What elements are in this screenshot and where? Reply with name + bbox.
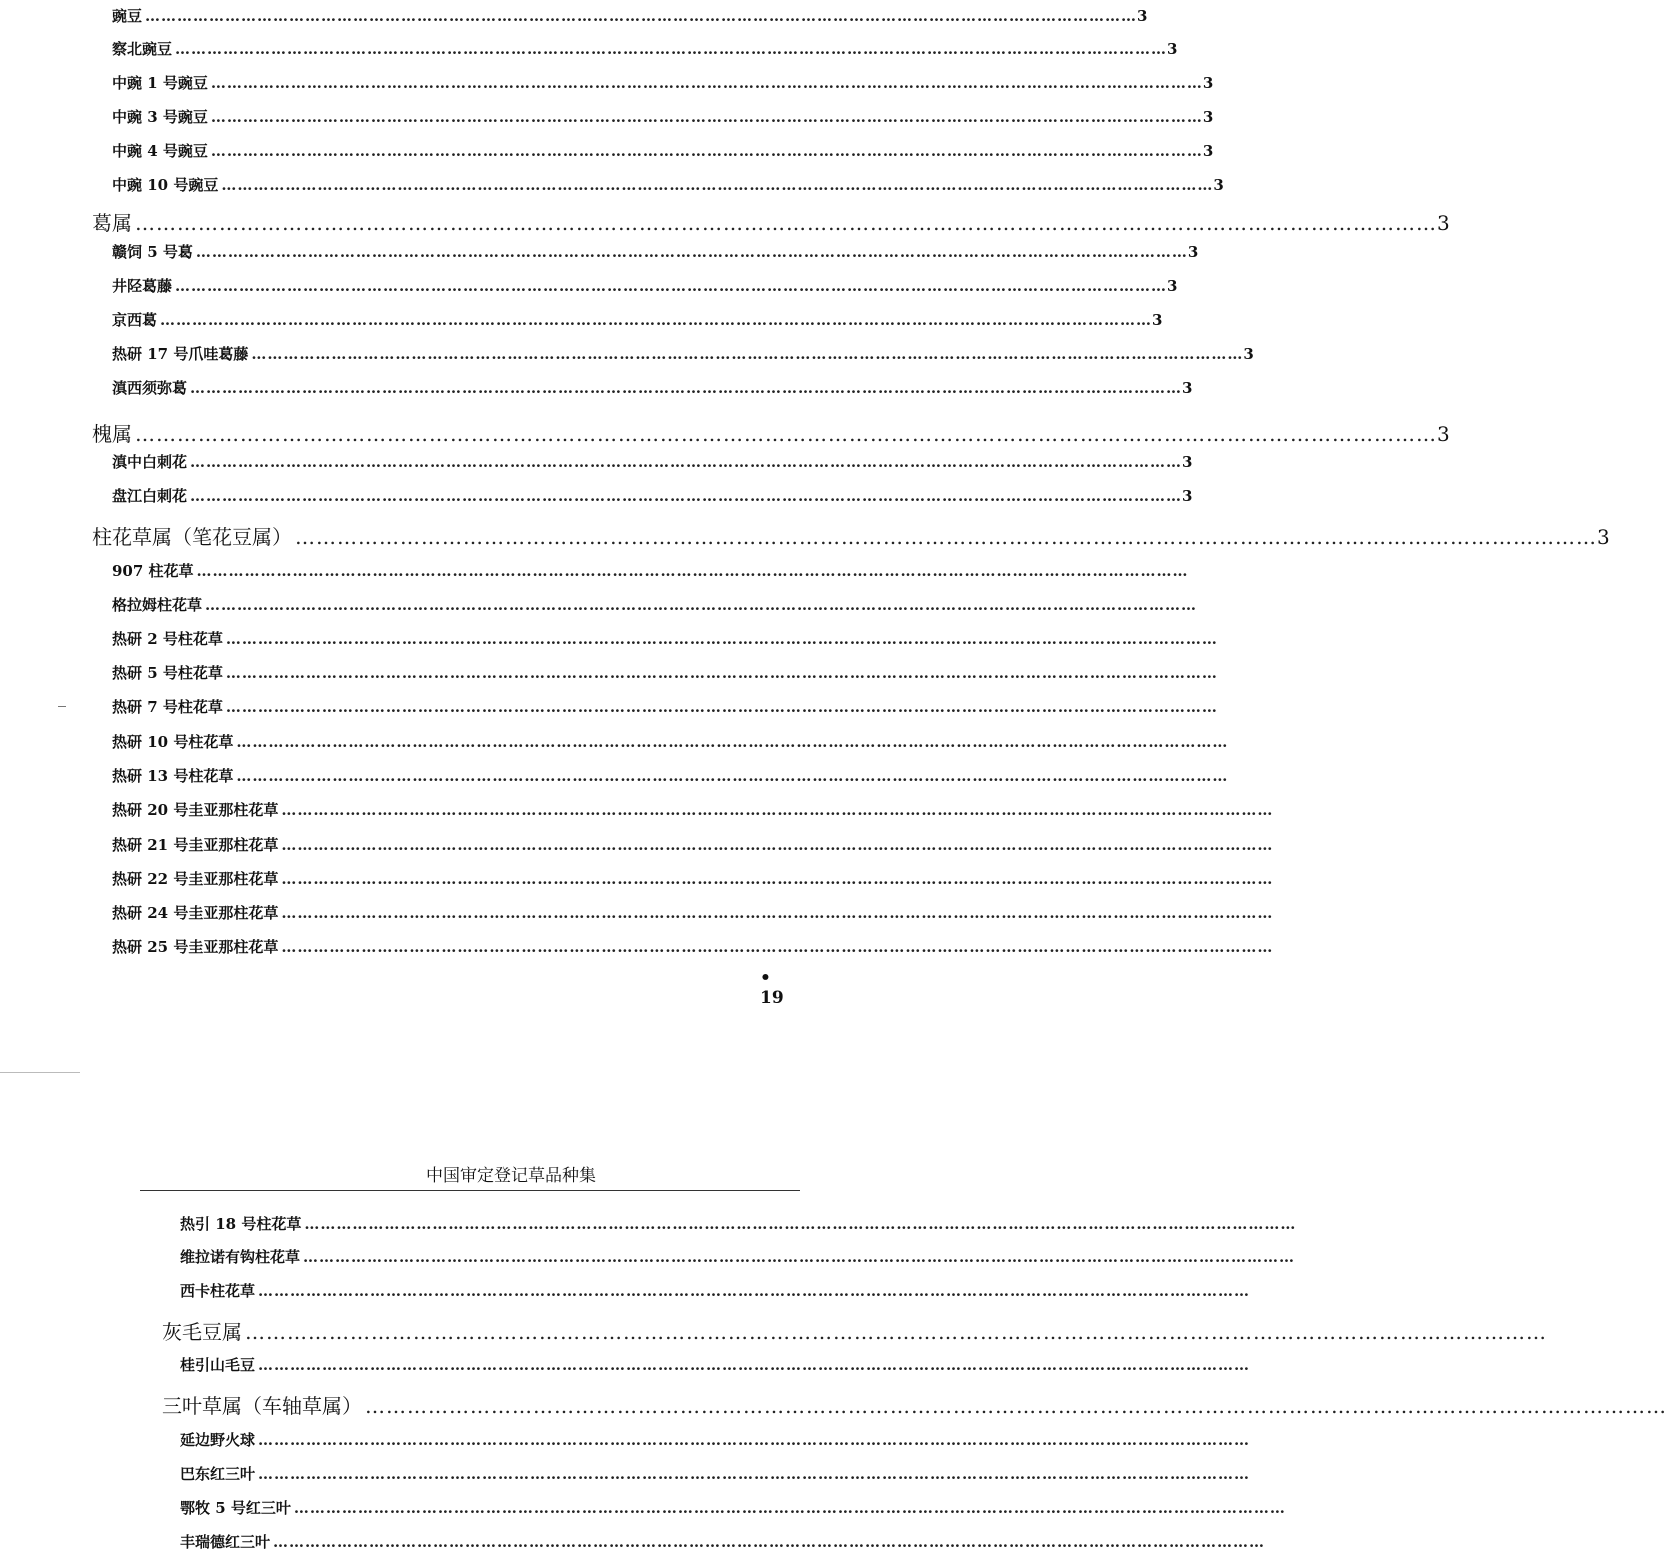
toc-entry-label: 中豌 3 号豌豆 [112, 108, 208, 126]
toc-entry [0, 377, 1193, 398]
toc-entry-label: 三叶草属（车轴草属） [162, 1394, 362, 1418]
toc-entry-label: 热研 17 号爪哇葛藤 [112, 345, 249, 363]
edge-mark [58, 706, 66, 707]
toc-entry [0, 1354, 1251, 1375]
toc-page-ref: 3 [1202, 108, 1214, 126]
dot-leader: …………………………………………………………………………………………………………………………………………………………………… [190, 379, 1183, 397]
toc-entry [0, 275, 1178, 296]
toc-entry-label: 鄂牧 5 号红三叶 [180, 1499, 291, 1517]
toc-entry [0, 765, 1229, 786]
toc-entry [0, 1531, 1266, 1552]
toc-genus-heading [0, 207, 1450, 236]
toc-page-ref: 3 [1137, 7, 1148, 25]
toc-entry-label: 热研 22 号圭亚那柱花草 [112, 870, 279, 888]
dot-leader: …………………………………………………………………………………………………………………………………………………………………… [175, 277, 1168, 295]
toc-page-lower [0, 1150, 1667, 1551]
toc-entry-label: 巴东红三叶 [180, 1465, 256, 1483]
toc-entry [0, 451, 1193, 472]
toc-page-ref: 3 [1167, 277, 1178, 295]
dot-leader: …………………………………………………………………………………………………………………………………………………………………… [281, 938, 1274, 956]
toc-genus-heading [0, 418, 1450, 447]
toc-entry-label: 热研 25 号圭亚那柱花草 [112, 938, 279, 956]
dot-leader: …………………………………………………………………………………………………………………………………………………………………… [245, 1320, 1547, 1344]
dot-leader: …………………………………………………………………………………………………………………………………………………………………… [236, 767, 1229, 785]
toc-entry-label: 滇西须弥葛 [112, 379, 188, 397]
dot-leader: …………………………………………………………………………………………………………………………………………………………………… [221, 176, 1214, 194]
toc-page-ref: 3 [1182, 453, 1193, 471]
toc-entry [0, 106, 1214, 127]
toc-entry-label: 热研 5 号柱花草 [112, 664, 223, 682]
toc-entry [0, 1463, 1251, 1484]
toc-entry [0, 560, 1189, 581]
toc-entry-label: 桂引山毛豆 [180, 1356, 256, 1374]
dot-leader: …………………………………………………………………………………………………………………………………………………………………… [295, 525, 1597, 549]
toc-entry-label: 热研 24 号圭亚那柱花草 [112, 904, 279, 922]
toc-page-ref: 3 [1437, 422, 1450, 446]
dot-leader: …………………………………………………………………………………………………………………………………………………………………… [281, 904, 1274, 922]
toc-entry-label: 热引 18 号柱花草 [180, 1215, 302, 1233]
toc-entry-label: 中豌 1 号豌豆 [112, 74, 208, 92]
dot-leader: …………………………………………………………………………………………………………………………………………………………………… [258, 1282, 1251, 1300]
dot-leader: …………………………………………………………………………………………………………………………………………………………………… [304, 1215, 1297, 1233]
toc-entry [0, 731, 1229, 752]
toc-entry [0, 628, 1218, 649]
dot-leader: …………………………………………………………………………………………………………………………………………………………………… [190, 453, 1183, 471]
toc-entry-label: 907 柱花草 [112, 562, 194, 580]
toc-entry-label: 井陉葛藤 [112, 277, 173, 295]
dot-leader: …………………………………………………………………………………………………………………………………………………………………… [258, 1465, 1251, 1483]
toc-entry [0, 1280, 1251, 1301]
dot-leader: …………………………………………………………………………………………………………………………………………………………………… [303, 1248, 1296, 1266]
dot-leader: …………………………………………………………………………………………………………………………………………………………………… [258, 1356, 1251, 1374]
toc-entry [0, 834, 1274, 855]
dot-leader: …………………………………………………………………………………………………………………………………………………………………… [365, 1394, 1667, 1418]
toc-entry-label: 灰毛豆属 [162, 1320, 242, 1344]
toc-entry-label: 赣饲 5 号葛 [112, 243, 193, 261]
dot-leader: …………………………………………………………………………………………………………………………………………………………………… [281, 870, 1274, 888]
dot-leader: …………………………………………………………………………………………………………………………………………………………………… [210, 108, 1203, 126]
toc-entry-label: 延边野火球 [180, 1431, 256, 1449]
toc-entry [0, 868, 1274, 889]
toc-entry [0, 485, 1193, 506]
toc-page-ref: 3 [1243, 345, 1254, 363]
dot-leader: …………………………………………………………………………………………………………………………………………………………………… [281, 836, 1274, 854]
toc-page-ref: 3 [1202, 142, 1214, 160]
toc-entry [0, 1213, 1297, 1234]
dot-leader: …………………………………………………………………………………………………………………………………………………………………… [160, 311, 1153, 329]
toc-entry-label: 京西葛 [112, 311, 158, 329]
toc-entry-label: 格拉姆柱花草 [112, 596, 203, 614]
dot-leader: …………………………………………………………………………………………………………………………………………………………………… [225, 698, 1218, 716]
toc-entry-label: 葛属 [92, 211, 132, 235]
dot-leader: …………………………………………………………………………………………………………………………………………………………………… [273, 1533, 1266, 1551]
toc-entry-label: 热研 21 号圭亚那柱花草 [112, 836, 279, 854]
toc-entry [0, 1497, 1286, 1518]
dot-leader: …………………………………………………………………………………………………………………………………………………………………… [225, 664, 1218, 682]
dot-leader: …………………………………………………………………………………………………………………………………………………………………… [196, 562, 1189, 580]
running-header: 中国审定登记草品种集 [426, 1166, 596, 1186]
toc-entry [0, 1246, 1296, 1267]
toc-genus-heading [0, 521, 1610, 550]
toc-page-ref: 3 [1213, 176, 1224, 194]
dot-leader: …………………………………………………………………………………………………………………………………………………………………… [236, 733, 1229, 751]
toc-entry-label: 滇中白刺花 [112, 453, 188, 471]
toc-entry-label: 柱花草属（笔花豆属） [92, 525, 292, 549]
dot-leader: …………………………………………………………………………………………………………………………………………………………………… [293, 1499, 1286, 1517]
toc-page-ref: 3 [1152, 311, 1163, 329]
toc-entry-label: 中豌 4 号豌豆 [112, 142, 208, 160]
toc-entry [0, 5, 1148, 26]
toc-page-ref: 3 [1167, 40, 1178, 58]
dot-leader: …………………………………………………………………………………………………………………………………………………………………… [210, 142, 1203, 160]
toc-entry [0, 140, 1214, 161]
toc-entry [0, 662, 1218, 683]
toc-entry-label: 维拉诺有钩柱花草 [180, 1248, 301, 1266]
toc-entry [0, 72, 1214, 93]
toc-entry-label: 热研 10 号柱花草 [112, 733, 234, 751]
toc-entry-label: 盘江白刺花 [112, 487, 188, 505]
dot-leader: …………………………………………………………………………………………………………………………………………………………………… [281, 801, 1274, 819]
toc-page-ref: 3 [1182, 487, 1193, 505]
scan-artifact-line [0, 1072, 80, 1073]
toc-entry-label: 察北豌豆 [112, 40, 173, 58]
toc-entry [0, 343, 1254, 364]
dot-leader: …………………………………………………………………………………………………………………………………………………………………… [135, 211, 1437, 235]
toc-entry [0, 902, 1274, 923]
toc-entry [0, 594, 1198, 615]
toc-entry-label: 热研 13 号柱花草 [112, 767, 234, 785]
toc-page-ref: 3 [1597, 525, 1610, 549]
toc-entry [0, 936, 1274, 957]
dot-leader: …………………………………………………………………………………………………………………………………………………………………… [251, 345, 1244, 363]
dot-leader: …………………………………………………………………………………………………………………………………………………………………… [195, 243, 1188, 261]
toc-entry [0, 696, 1218, 717]
toc-entry-label: 豌豆 [112, 7, 143, 25]
dot-leader: …………………………………………………………………………………………………………………………………………………………………… [258, 1431, 1251, 1449]
dot-leader: …………………………………………………………………………………………………………………………………………………………………… [135, 422, 1437, 446]
dot-leader: …………………………………………………………………………………………………………………………………………………………………… [205, 596, 1198, 614]
toc-genus-heading [0, 1390, 1667, 1419]
toc-entry-label: 中豌 10 号豌豆 [112, 176, 219, 194]
toc-genus-heading [0, 1316, 1547, 1345]
toc-entry [0, 799, 1274, 820]
toc-entry [0, 38, 1178, 59]
page-number: • 19 [760, 968, 784, 1008]
toc-entry [0, 241, 1199, 262]
dot-leader: …………………………………………………………………………………………………………………………………………………………………… [190, 487, 1183, 505]
toc-page-ref: 3 [1187, 243, 1199, 261]
toc-entry [0, 174, 1224, 195]
toc-entry [0, 1429, 1251, 1450]
toc-entry-label: 西卡柱花草 [180, 1282, 256, 1300]
toc-entry-label: 丰瑞德红三叶 [180, 1533, 271, 1551]
toc-entry [0, 309, 1163, 330]
toc-entry-label: 热研 20 号圭亚那柱花草 [112, 801, 279, 819]
dot-leader: …………………………………………………………………………………………………………………………………………………………………… [145, 7, 1138, 25]
toc-page-ref: 3 [1437, 211, 1450, 235]
toc-entry-label: 热研 7 号柱花草 [112, 698, 223, 716]
toc-entry-label: 槐属 [92, 422, 132, 446]
toc-page-ref: 3 [1182, 379, 1193, 397]
toc-entry-label: 热研 2 号柱花草 [112, 630, 223, 648]
dot-leader: …………………………………………………………………………………………………………………………………………………………………… [210, 74, 1203, 92]
toc-page-ref: 3 [1202, 74, 1214, 92]
dot-leader: …………………………………………………………………………………………………………………………………………………………………… [225, 630, 1218, 648]
dot-leader: …………………………………………………………………………………………………………………………………………………………………… [175, 40, 1168, 58]
